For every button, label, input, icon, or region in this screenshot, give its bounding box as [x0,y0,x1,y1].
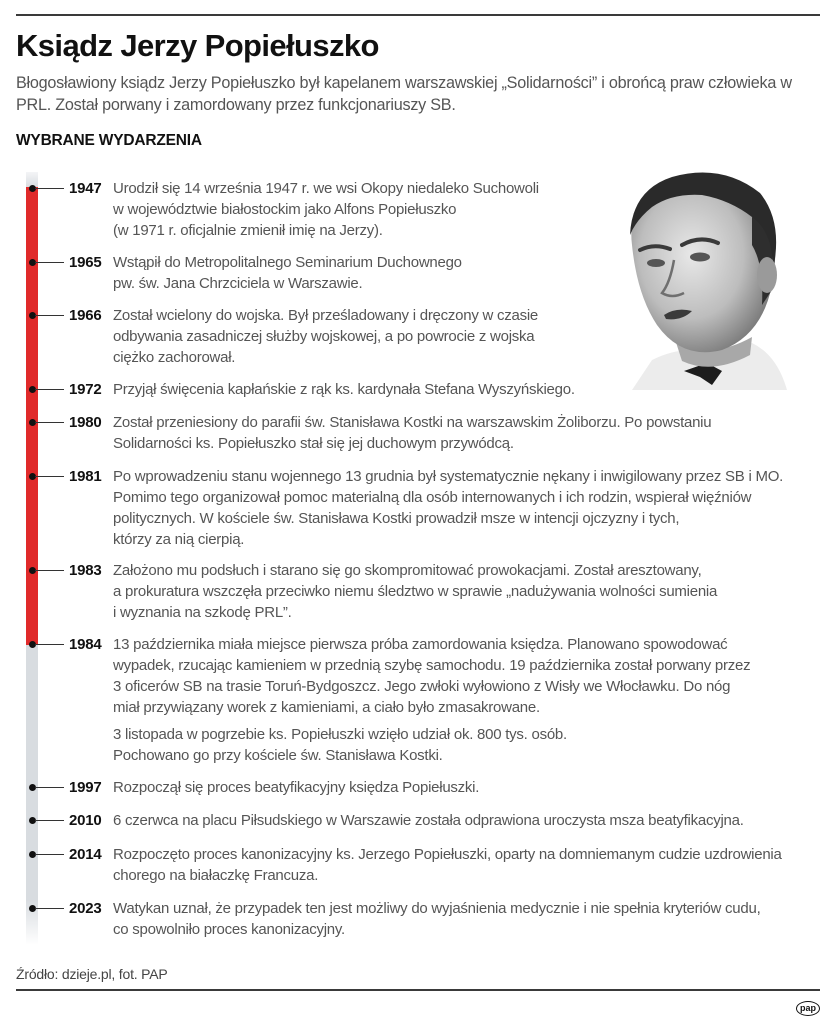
event-line: Przyjął święcenia kapłańskie z rąk ks. kardynała Stefana Wyszyńskiego. [113,381,575,398]
event-description [113,466,828,550]
event-line: Urodził się 14 września 1947 r. we wsi Okopy niedaleko Suchowoli [113,180,539,197]
timeline-connector [35,908,64,909]
event-line: 3 listopada w pogrzebie ks. Popiełuszki wzięło udział ok. 800 tys. osób. [113,726,567,743]
event-line: pw. św. Jana Chrzciciela w Warszawie. [113,275,363,292]
timeline-connector [35,262,64,263]
event-line: Po wprowadzeniu stanu wojennego 13 grudnia był systematycznie nękany i inwigilowany przez SB i MO. [113,468,784,485]
event-year: 1972 [69,381,102,398]
event-line: Rozpoczęto proces kanonizacyjny ks. Jerzego Popiełuszki, oparty na domniemanym cudzie uzdrowienia [113,846,782,863]
timeline-track-highlight [26,187,38,645]
event-description [113,898,828,940]
source-credit: Źródło: dzieje.pl, fot. PAP [16,966,168,982]
timeline-connector [35,854,64,855]
event-year: 2023 [69,900,102,917]
event-line: odbywania zasadniczej służby wojskowej, a po powrocie z wojska [113,328,535,345]
event-line: 13 października miała miejsce pierwsza próba zamordowania księdza. Planowano spowodować [113,636,728,653]
event-year: 2010 [69,812,102,829]
event-description [113,810,828,831]
event-line: ciężko zachorował. [113,349,236,366]
event-year: 1947 [69,180,102,197]
event-line: i wyznania na szkodę PRL”. [113,604,292,621]
event-description [113,560,828,623]
event-year: 1997 [69,779,102,796]
event-description [113,634,828,766]
timeline-connector [35,644,64,645]
event-year: 2014 [69,846,102,863]
event-description [113,844,828,886]
event-line: w województwie białostockim jako Alfons Popiełuszko [113,201,457,218]
event-year: 1965 [69,254,102,271]
timeline-connector [35,787,64,788]
event-line: 6 czerwca na placu Piłsudskiego w Warszawie została odprawiona uroczysta msza beatyfikacyjna. [113,812,744,829]
timeline-connector [35,188,64,189]
event-line: Wstąpił do Metropolitalnego Seminarium Duchownego [113,254,462,271]
event-line: Rozpoczął się proces beatyfikacyjny księdza Popiełuszki. [113,779,480,796]
event-line: co spowolniło proces kanonizacyjny. [113,921,345,938]
event-description [113,777,828,798]
event-line: Solidarności ks. Popiełuszko stał się jej duchowym przywódcą. [113,435,514,452]
event-line: a prokuratura wszczęła przeciwko niemu śledztwo w sprawie „nadużywania wolności sumienia [113,583,718,600]
timeline-connector [35,476,64,477]
bottom-rule [16,989,820,991]
section-title: WYBRANE WYDARZENIA [16,132,202,149]
event-line: którzy za nią cierpią. [113,531,245,548]
event-year: 1980 [69,414,102,431]
lead-paragraph: Błogosławiony ksiądz Jerzy Popiełuszko był kapelanem warszawskiej „Solidarności” i obrońcą praw człowieka w PRL. Został porwany i zamordowany przez funkcjonariuszy SB. [16,74,792,114]
event-year: 1981 [69,468,102,485]
event-line: (w 1971 r. oficjalnie zmienił imię na Jerzy). [113,222,383,239]
timeline-connector [35,820,64,821]
event-line: Watykan uznał, że przypadek ten jest możliwy do wyjaśnienia medycznie i nie spełnia kryteriów cudu, [113,900,761,917]
event-line: miał przywiązany worek z kamieniami, a ciało było zmasakrowane. [113,699,540,716]
event-year: 1966 [69,307,102,324]
event-line: wypadek, rzucając kamieniem w przednią szybę samochodu. 19 października został porwany przez [113,657,751,674]
pap-logo-icon: pap [796,1001,820,1016]
event-line: Pomimo tego organizował pomoc materialną dla osób internowanych i ich rodzin, wspierał więźniów [113,489,752,506]
timeline-connector [35,315,64,316]
page-title: Ksiądz Jerzy Popiełuszko [16,28,379,63]
event-description [113,412,828,454]
event-line: politycznych. W kościele św. Stanisława Kostki prowadził msze w intencji ojczyzny i tych, [113,510,680,527]
event-line: Pochowano go przy kościele św. Stanisława Kostki. [113,747,443,764]
event-year: 1984 [69,636,102,653]
event-line: 3 oficerów SB na trasie Toruń-Bydgoszcz. Jego zwłoki wyłowiono z Wisły we Włocławku. Do nóg [113,678,731,695]
event-second-paragraph [113,724,828,766]
top-rule [16,14,820,16]
event-line: Został wcielony do wojska. Był prześladowany i dręczony w czasie [113,307,539,324]
timeline-track [26,645,38,900]
timeline-connector [35,389,64,390]
event-line: Założono mu podsłuch i starano się go skompromitować prowokacjami. Został aresztowany, [113,562,702,579]
timeline-connector [35,422,64,423]
event-line: chorego na białaczkę Francuza. [113,867,319,884]
timeline-connector [35,570,64,571]
event-line: Został przeniesiony do parafii św. Stanisława Kostki na warszawskim Żoliborzu. Po powstaniu [113,414,712,431]
portrait-photo [612,165,787,390]
event-year: 1983 [69,562,102,579]
